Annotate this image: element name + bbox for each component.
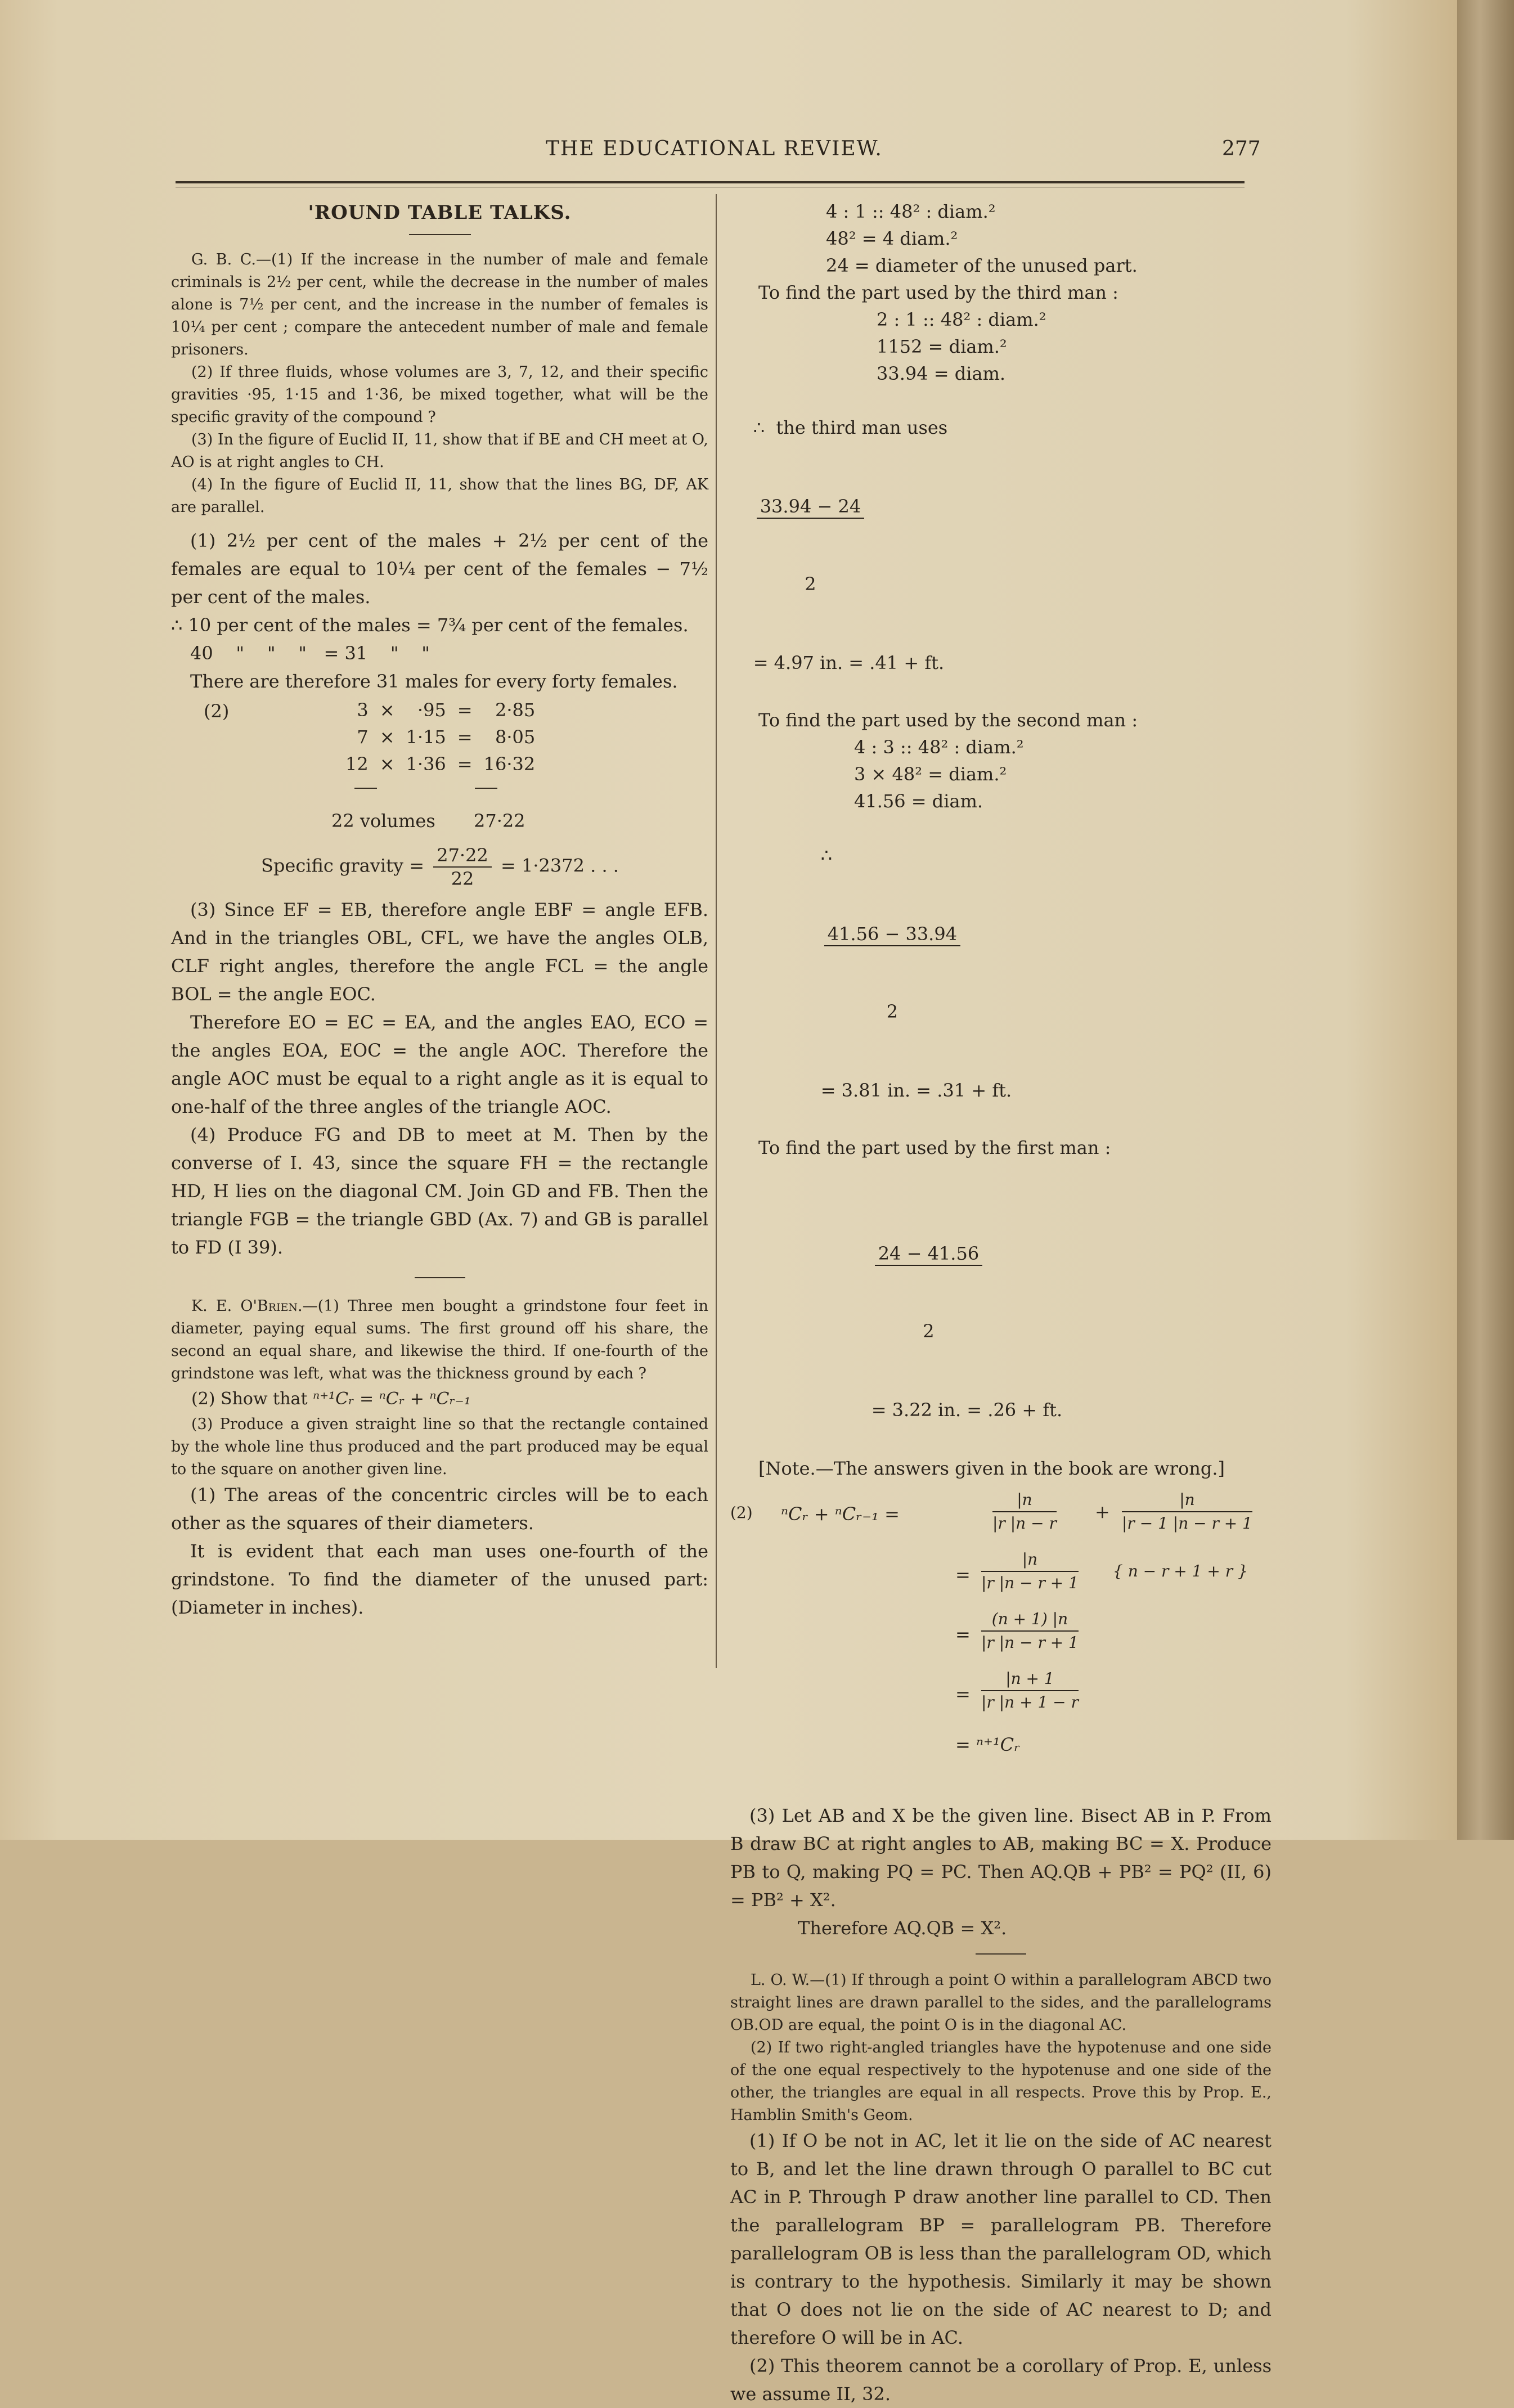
gbc-question-2: (2) If three fluids, whose volumes are 3, 7, 12, and their specific gravities ·95, 1·15 and 1·36, be mixed together, what will be the specific gravity of the compound ? <box>171 363 708 426</box>
math-line: 33.94 = diam. <box>877 363 1006 384</box>
fraction <box>875 1188 982 1396</box>
math-text: = 4.97 in. = .41 + ft. <box>753 652 945 673</box>
proof-2-lhs: ⁿCᵣ + ⁿCᵣ₋₁ = <box>781 1503 900 1525</box>
fraction <box>981 1548 1079 1594</box>
proof-2-label: (2) <box>730 1503 753 1522</box>
sg-numerator: 27·22 <box>433 844 492 868</box>
math-line: 24 = diameter of the unused part. <box>826 255 1138 276</box>
math-text: ∴ the third man uses <box>753 417 948 438</box>
column-divider <box>716 194 717 1668</box>
sum-rule <box>354 788 377 789</box>
header-rule <box>176 181 1245 183</box>
fraction-denominator: |r |n − r + 1 <box>981 1574 1079 1592</box>
answer-1-para: (1) 2½ per cent of the males + 2½ per cent of the females are equal to 10¼ per cent of the females − 7½ per cent of the males. <box>171 530 708 608</box>
table-cell: 1·36 <box>406 753 446 775</box>
fraction <box>992 1489 1057 1535</box>
table-cell: 16·32 <box>483 753 536 775</box>
keo-question-1-text: —(1) Three men bought a grindstone four feet in diameter, paying equal sums. The first ground off his share, the second an equal share, and likewise the third. If one-fourth of the grindstone was left, what was the thickness ground by each ? <box>171 1297 708 1382</box>
fraction-denominator: 2 <box>886 1001 898 1022</box>
fraction-denominator: 2 <box>923 1320 935 1342</box>
left-column <box>171 198 708 1621</box>
fraction-denominator: |r − 1 |n − r + 1 <box>1122 1514 1252 1533</box>
gbc-question-1: G. B. C.—(1) If the increase in the number of male and female criminals is 2½ per cent, while the decrease in the number of males alone is 7½ per cent, and the increase in the number of females is 10¼ per cent ; compare the antecedent number of male and female prisoners. <box>171 251 708 358</box>
author-name: K. E. O'Brien. <box>191 1297 303 1315</box>
section-divider <box>976 1953 1026 1955</box>
fraction-numerator: 33.94 − 24 <box>757 495 864 519</box>
table-cell: ·95 <box>417 699 446 721</box>
table-cell: 8·05 <box>495 726 536 748</box>
low-question-1: L. O. W.—(1) If through a point O within a parallelogram ABCD two straight lines are drawn parallel to the sides, and the parallelograms OB.OD are equal, the point O is in the diagonal AC. <box>730 1971 1272 2034</box>
table-cell: = <box>457 699 473 721</box>
answer-4-para: (4) Produce FG and DB to meet at M. Then by the converse of I. 43, since the square FH = the rectangle HD, H lies on the diagonal CM. Join GD and FB. Then the triangle FGB = the triangle GBD (Ax. 7) and GB is parallel to FD (I 39). <box>171 1124 708 1258</box>
low-answer-2: (2) This theorem cannot be a corollary of Prop. E, unless we assume II, 32. <box>730 2355 1272 2405</box>
fraction-denominator: |r |n − r <box>992 1514 1057 1533</box>
proof-2-result: = ⁿ⁺¹Cᵣ <box>955 1734 1021 1755</box>
sg-result: = 1·2372 . . . <box>500 855 619 877</box>
first-man-result <box>848 1161 1272 1450</box>
fraction-numerator: |n + 1 <box>981 1668 1079 1691</box>
sg-denominator: 22 <box>451 868 474 889</box>
fraction-numerator: 41.56 − 33.94 <box>824 923 960 946</box>
answer-1-conclusion: There are therefore 31 males for every forty females. <box>190 671 678 692</box>
plus-sign: + <box>1095 1501 1110 1522</box>
fraction <box>1122 1489 1252 1535</box>
keo-question-2 <box>171 1385 708 1413</box>
table-cell: 2·85 <box>495 699 536 721</box>
answer-2-totals <box>171 810 708 841</box>
specific-gravity-line <box>261 844 708 890</box>
table-cell: 1·15 <box>406 726 446 748</box>
answer-3-para: (3) Since EF = EB, therefore angle EBF = angle EFB. And in the triangles OBL, CFL, we have the angles OLB, CLF right angles, therefore the angle FCL = the angle BOL = the angle EOC. <box>171 899 708 1005</box>
equals-sign: = <box>955 1683 971 1705</box>
table-cell: × <box>379 726 395 748</box>
table-row <box>340 751 541 778</box>
table-cell: = <box>457 753 473 775</box>
math-text: ∴ <box>820 844 833 866</box>
table-row <box>340 724 541 751</box>
keo-question-1 <box>171 1295 708 1385</box>
keo-answer-1: (1) The areas of the concentric circles will be to each other as the squares of their diameters. <box>171 1484 708 1534</box>
total-weight: 27·22 <box>474 810 525 832</box>
math-text: = 3.22 in. = .26 + ft. <box>871 1399 1063 1421</box>
answer-1-ditto: 40 " " " = 31 " " <box>190 643 430 664</box>
fraction-denominator: 2 <box>805 573 816 595</box>
fraction-numerator: (n + 1) |n <box>981 1608 1079 1632</box>
second-man-result <box>798 815 1272 1131</box>
table-cell: 3 <box>357 699 369 721</box>
math-line: 3 × 48² = diam.² <box>854 763 1007 785</box>
section-divider <box>415 1277 465 1278</box>
low-answer-1: (1) If O be not in AC, let it lie on the side of AC nearest to B, and let the line drawn through O parallel to BC cut AC in P. Through P draw another line parallel to CD. Then the parallelogram BP = parallelogram PB. Therefore parallelogram OB is less than the parallelogram OD, which is contrary to the hypothesis. Similarly it may be shown that O does not lie on the side of AC nearest to D; and therefore O will be in AC. <box>730 2130 1272 2348</box>
answer-3-para-2: Therefore EO = EC = EA, and the angles EAO, ECO = the angles EOA, EOC = the angle AOC. Therefore the angle AOC must be equal to a right angle as it is equal to one-half of the three angles of the triangle AOC. <box>171 1012 708 1117</box>
table-row <box>340 697 541 724</box>
table-cell: × <box>379 753 395 775</box>
keo-answer-2: It is evident that each man uses one-fourth of the grindstone. To find the diameter of the unused part: (Diameter in inches). <box>171 1540 708 1618</box>
fraction-denominator: |r |n − r + 1 <box>981 1633 1079 1652</box>
answer-1-therefore: ∴ 10 per cent of the males = 7¾ per cent of the females. <box>171 614 689 636</box>
answer-2-table <box>340 697 541 778</box>
running-header-title: THE EDUCATIONAL REVIEW. <box>546 137 883 160</box>
page-number: 277 <box>1222 137 1261 160</box>
answer-2-label: (2) <box>204 700 230 722</box>
answer-2-block <box>171 698 708 810</box>
math-line: 4 : 3 :: 48² : diam.² <box>854 736 1024 758</box>
proof-2-block <box>730 1486 1272 1801</box>
table-cell: = <box>457 726 473 748</box>
table-cell: × <box>379 699 395 721</box>
gbc-question-3: (3) In the figure of Euclid II, 11, show that if BE and CH meet at O, AO is at right angles to CH. <box>171 431 708 471</box>
table-cell: 7 <box>357 726 369 748</box>
low-question-2: (2) If two right-angled triangles have the hypotenuse and one side of the one equal respectively to the hypotenuse and one side of the other, the triangles are equal in all respects. Prove this by Prop. E., Hamblin Smith's Geom. <box>730 2039 1272 2124</box>
sum-rule <box>475 788 497 789</box>
math-line: To find the part used by the third man : <box>758 282 1118 303</box>
fraction <box>824 869 960 1077</box>
math-line: 48² = 4 diam.² <box>826 228 958 249</box>
proof-3-para: (3) Let AB and X be the given line. Bisect AB in P. From B draw BC at right angles to AB, making BC = X. Produce PB to Q, making PQ = PC. Then AQ.QB + PB² = PQ² (II, 6) = PB² + X². <box>730 1805 1272 1911</box>
title-rule <box>409 234 471 235</box>
gbc-question-4: (4) In the figure of Euclid II, 11, show that the lines BG, DF, AK are parallel. <box>171 476 708 516</box>
proof-3-conclusion: Therefore AQ.QB = X². <box>798 1917 1007 1939</box>
sg-fraction <box>433 844 492 890</box>
keo-question-2-text: (2) Show that <box>191 1389 308 1409</box>
keo-question-2-formula: ⁿ⁺¹Cᵣ = ⁿCᵣ + ⁿCᵣ₋₁ <box>313 1389 471 1409</box>
math-text: = 3.81 in. = .31 + ft. <box>820 1080 1012 1101</box>
fraction-numerator: |n <box>992 1489 1057 1512</box>
fraction-numerator: |n <box>981 1548 1079 1572</box>
math-line: 2 : 1 :: 48² : diam.² <box>877 309 1046 330</box>
editor-note: [Note.—The answers given in the book are wrong.] <box>758 1458 1225 1479</box>
brace-expression: { n − r + 1 + r } <box>1113 1562 1248 1580</box>
fraction-numerator: |n <box>1122 1489 1252 1512</box>
fraction <box>981 1608 1079 1654</box>
sg-label: Specific gravity = <box>261 855 425 877</box>
page-edge <box>1457 0 1514 1840</box>
section-title: 'ROUND TABLE TALKS. <box>308 201 572 224</box>
fraction-numerator: 24 − 41.56 <box>875 1242 982 1266</box>
math-line: 4 : 1 :: 48² : diam.² <box>826 201 996 222</box>
right-column <box>730 198 1272 2408</box>
third-man-result <box>730 387 1272 703</box>
fraction-denominator: |r |n + 1 − r <box>981 1693 1079 1711</box>
fraction <box>981 1668 1079 1714</box>
fraction <box>757 441 864 649</box>
math-line: 41.56 = diam. <box>854 790 983 812</box>
math-line: To find the part used by the second man : <box>758 709 1138 731</box>
math-line: 1152 = diam.² <box>877 336 1007 357</box>
total-volumes: 22 volumes <box>331 810 435 832</box>
table-cell: 12 <box>345 753 369 775</box>
math-line: To find the part used by the first man : <box>758 1137 1111 1158</box>
equals-sign: = <box>955 1564 971 1585</box>
equals-sign: = <box>955 1624 971 1645</box>
keo-question-3: (3) Produce a given straight line so that the rectangle contained by the whole line thus produced and the part produced may be equal to the square on another given line. <box>171 1416 708 1478</box>
